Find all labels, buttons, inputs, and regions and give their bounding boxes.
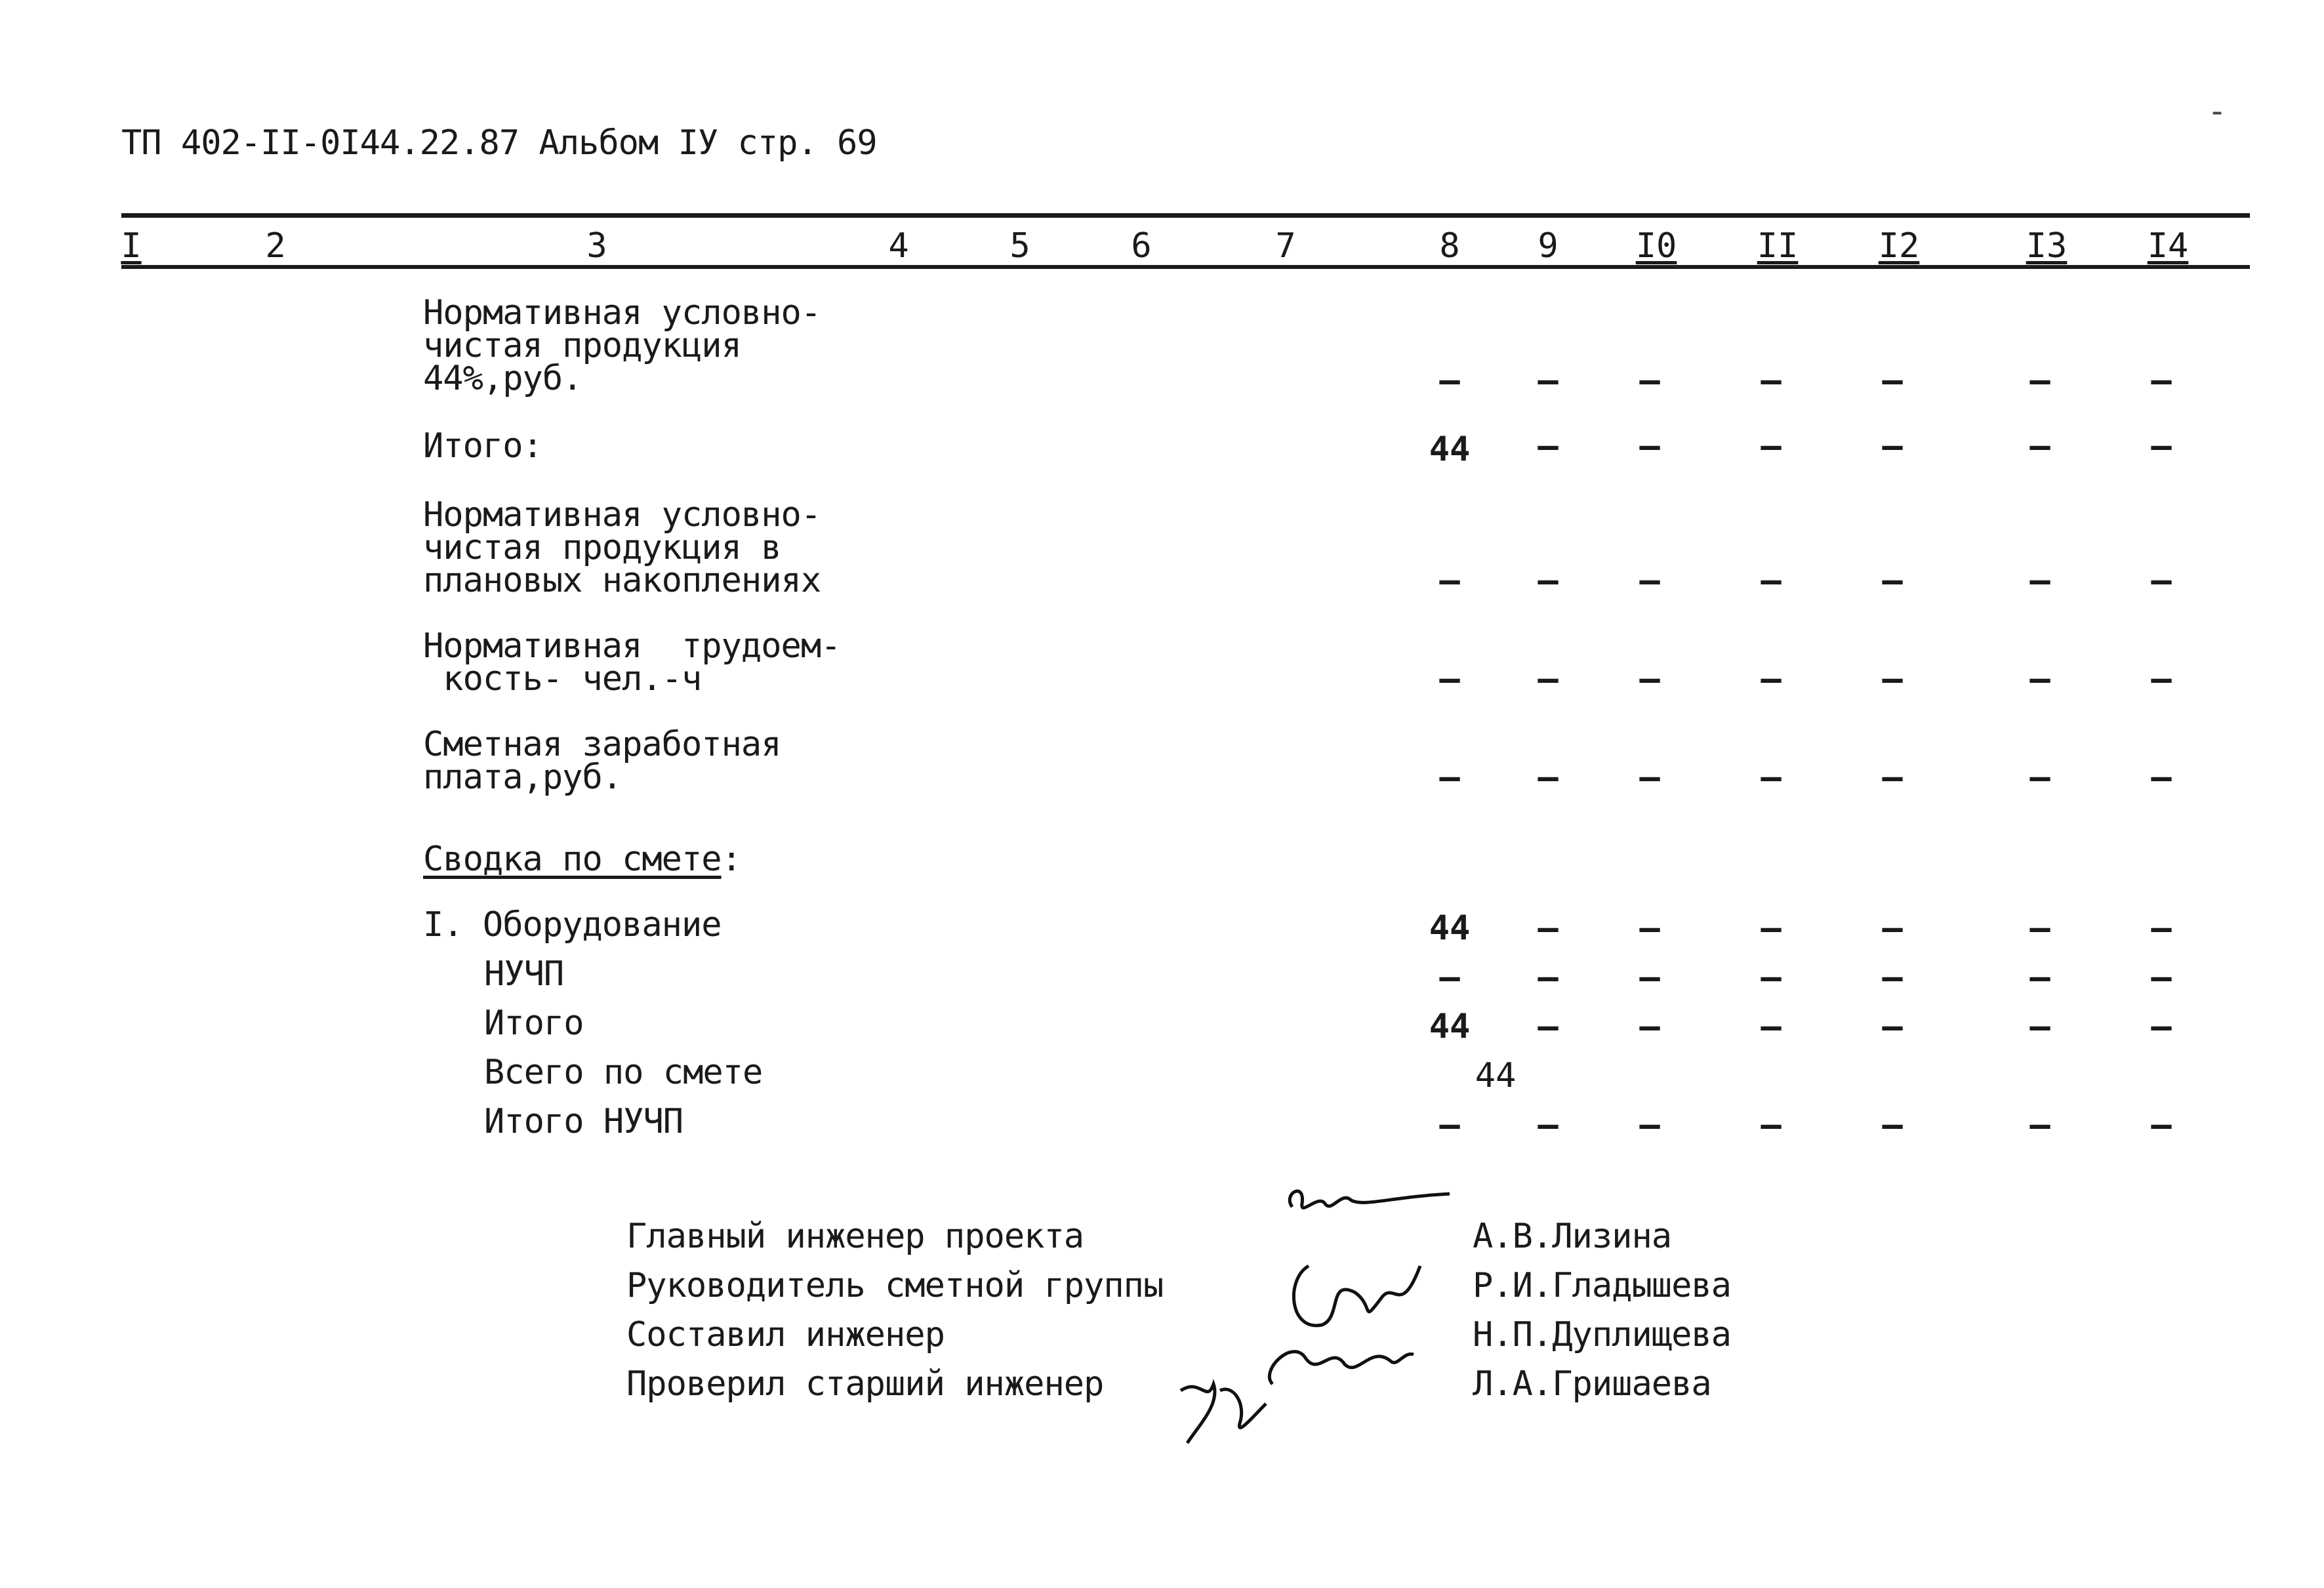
row-label-nucp-plan: Нормативная условно- чистая продукция в плановых накоплениях	[423, 495, 821, 600]
signature-title-estimate-head: Руководитель сметной группы	[626, 1266, 1164, 1305]
signature-name-compiler: Н.П.Дуплищева	[1473, 1315, 1731, 1354]
table-cell: –	[1761, 1105, 1782, 1145]
column-header-12: I2	[1878, 226, 1920, 266]
table-cell: –	[2029, 908, 2050, 948]
table-cell: –	[2151, 561, 2172, 600]
column-header-14: I4	[2147, 226, 2189, 266]
table-cell: –	[1538, 361, 1559, 400]
table-cell: –	[1538, 1007, 1559, 1046]
table-cell: –	[1761, 361, 1782, 400]
table-cell: –	[2151, 426, 2172, 466]
column-header-13: I3	[2026, 226, 2068, 266]
table-cell: –	[1639, 1007, 1660, 1046]
table-cell: –	[1439, 758, 1460, 797]
document-header: ТП 402-II-0I44.22.87 Альбом IУ стр. 69	[121, 123, 877, 163]
table-cell: 44	[1429, 1007, 1471, 1046]
column-header-7: 7	[1275, 226, 1296, 266]
summary-label-itogo: Итого	[484, 1004, 584, 1043]
table-cell: –	[1439, 361, 1460, 400]
table-cell: –	[1538, 908, 1559, 948]
table-cell: –	[1882, 426, 1903, 466]
table-cell: –	[1761, 659, 1782, 699]
handwritten-signature-1	[1279, 1168, 1456, 1233]
row-label-labor: Нормативная трудоем- кость- чел.-ч	[423, 626, 841, 699]
signature-name-checker: Л.А.Гришаева	[1473, 1364, 1711, 1404]
table-cell: 44	[1429, 908, 1471, 948]
table-cell: 44	[1429, 430, 1471, 469]
summary-colon: :	[721, 840, 741, 879]
table-cell: –	[1639, 758, 1660, 797]
summary-label-total: Всего по смете	[484, 1053, 763, 1092]
table-cell: –	[2029, 659, 2050, 699]
column-header-2: 2	[265, 226, 286, 266]
table-cell: –	[2151, 1007, 2172, 1046]
table-top-rule	[121, 213, 2250, 218]
table-cell: –	[1639, 1105, 1660, 1145]
row-label-nucp-44: Нормативная условно- чистая продукция 44%,руб.	[423, 293, 821, 398]
table-cell: –	[1538, 561, 1559, 600]
table-cell: –	[1639, 561, 1660, 600]
table-cell: –	[1439, 659, 1460, 699]
signature-name-estimate-head: Р.И.Гладышева	[1473, 1266, 1731, 1305]
summary-label-nucp: НУЧП	[484, 954, 564, 994]
table-cell: –	[1761, 908, 1782, 948]
table-cell: –	[1639, 958, 1660, 997]
signature-title-checker: Проверил старший инженер	[626, 1364, 1104, 1404]
table-cell: –	[1761, 758, 1782, 797]
table-cell: –	[1882, 361, 1903, 400]
table-cell: –	[2151, 958, 2172, 997]
column-header-4: 4	[888, 226, 909, 266]
table-cell: –	[1882, 958, 1903, 997]
summary-heading	[423, 840, 741, 879]
summary-label-itogo-nucp: Итого НУЧП	[484, 1102, 683, 1141]
table-cell: –	[1439, 561, 1460, 600]
column-header-6: 6	[1131, 226, 1152, 266]
summary-total-value: 44	[1475, 1056, 1517, 1095]
table-cell: –	[2151, 1105, 2172, 1145]
table-cell: –	[1538, 659, 1559, 699]
row-label-wages: Сметная заработная плата,руб.	[423, 725, 781, 797]
table-cell: –	[1439, 958, 1460, 997]
table-cell: –	[2029, 1007, 2050, 1046]
column-header-11: II	[1757, 226, 1799, 266]
signature-title-chief-engineer: Главный инженер проекта	[626, 1217, 1084, 1256]
table-cell: –	[1882, 561, 1903, 600]
table-header-rule	[121, 265, 2250, 269]
table-cell: –	[1538, 958, 1559, 997]
table-cell: –	[1761, 426, 1782, 466]
column-header-5: 5	[1009, 226, 1030, 266]
row-label-itogo: Итого:	[423, 426, 542, 466]
table-cell: –	[1538, 426, 1559, 466]
table-cell: –	[2151, 758, 2172, 797]
table-cell: –	[1882, 1105, 1903, 1145]
table-cell: –	[1639, 426, 1660, 466]
column-header-10: I0	[1635, 226, 1677, 266]
summary-label-equipment: I. Оборудование	[423, 905, 722, 945]
table-cell: –	[2029, 1105, 2050, 1145]
table-cell: –	[1882, 758, 1903, 797]
table-cell: –	[1538, 758, 1559, 797]
table-cell: –	[1882, 659, 1903, 699]
column-header-9: 9	[1538, 226, 1559, 266]
summary-title: Сводка по смете	[423, 840, 722, 879]
table-cell: –	[1639, 659, 1660, 699]
table-cell: –	[2151, 908, 2172, 948]
margin-mark: -	[2207, 92, 2228, 130]
table-cell: –	[1882, 908, 1903, 948]
column-header-3: 3	[586, 226, 607, 266]
table-cell: –	[2151, 659, 2172, 699]
table-cell: –	[2029, 758, 2050, 797]
signature-name-chief-engineer: А.В.Лизина	[1473, 1217, 1672, 1256]
handwritten-signature-4	[1174, 1364, 1286, 1450]
table-cell: –	[1439, 1105, 1460, 1145]
column-header-1: I	[121, 226, 142, 266]
table-cell: –	[2029, 426, 2050, 466]
signature-title-compiler: Составил инженер	[626, 1315, 945, 1354]
table-cell: –	[1639, 908, 1660, 948]
table-cell: –	[1761, 561, 1782, 600]
table-cell: –	[1761, 1007, 1782, 1046]
table-cell: –	[2151, 361, 2172, 400]
table-cell: –	[1538, 1105, 1559, 1145]
table-cell: –	[1882, 1007, 1903, 1046]
table-cell: –	[2029, 361, 2050, 400]
table-cell: –	[1761, 958, 1782, 997]
table-cell: –	[1639, 361, 1660, 400]
table-cell: –	[2029, 561, 2050, 600]
column-header-8: 8	[1439, 226, 1460, 266]
table-cell: –	[2029, 958, 2050, 997]
